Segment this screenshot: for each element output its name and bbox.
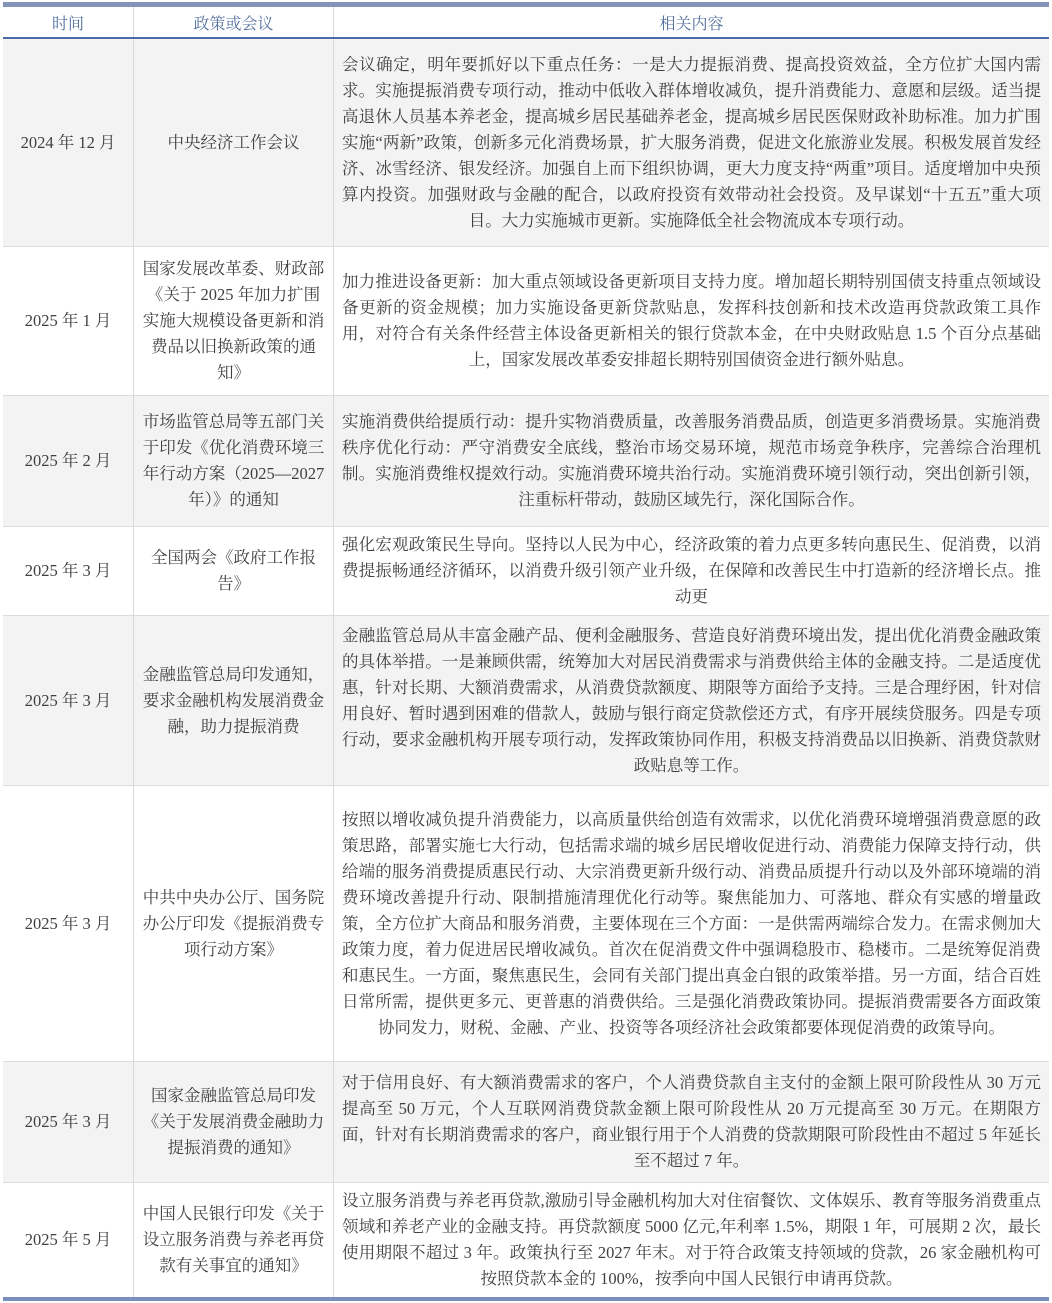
content-value: 实施消费供给提质行动：提升实物消费质量，改善服务消费品质，创造更多消费场景。实施消费秩序优化行动：严守消费安全底线，整治市场交易环境，规范市场竞争秩序，完善综合治理机制。实施消费维权提效行动。实施消费环境共治行动。实施消费环境引领行动，突出创新引领，注重标杆带动，鼓励区域先行，深化国际合作。 xyxy=(342,412,1041,509)
time-value: 2025 年 3 月 xyxy=(24,1112,112,1131)
content-cell xyxy=(333,1062,1049,1182)
content-value: 加力推进设备更新：加大重点领域设备更新项目支持力度。增加超长期特别国债支持重点领域设备更新的资金规模；加力实施设备更新贷款贴息，发挥科技创新和技术改造再贷款政策工具作用，对符合有关条件经营主体设备更新相关的银行贷款本金，在中央财政贴息 1.5 个百分点基础上，国家发展改革委安排超长期特别国债资金进行额外贴息。 xyxy=(342,272,1041,369)
policy-value: 金融监管总局印发通知，要求金融机构发展消费金融，助力提振消费 xyxy=(142,664,325,736)
time-cell xyxy=(3,1062,133,1182)
table-row xyxy=(3,615,1049,785)
policy-value: 全国两会《政府工作报告》 xyxy=(151,548,316,593)
time-value: 2025 年 3 月 xyxy=(24,561,112,580)
policy-value: 中央经济工作会议 xyxy=(167,132,300,152)
table-row xyxy=(3,1061,1049,1182)
policy-table xyxy=(3,2,1049,1301)
policy-cell xyxy=(133,39,333,246)
time-cell xyxy=(3,247,133,395)
policy-value: 中国人民银行印发《关于设立服务消费与养老再贷款有关事宜的通知》 xyxy=(142,1204,325,1275)
header-time-label: 时间 xyxy=(51,15,84,33)
time-value: 2025 年 5 月 xyxy=(24,1230,112,1249)
table-row xyxy=(3,39,1049,246)
content-cell xyxy=(333,247,1049,395)
time-value: 2025 年 1 月 xyxy=(24,311,112,330)
time-cell xyxy=(3,39,133,246)
policy-cell xyxy=(133,786,333,1061)
content-value: 金融监管总局从丰富金融产品、便利金融服务、营造良好消费环境出发，提出优化消费金融政策的具体举措。一是兼顾供需，统筹加大对居民消费需求与消费供给主体的金融支持。二是适度优惠，针对长期、大额消费需求，从消费贷款额度、期限等方面给予支持。三是合理纾困，针对信用良好、暂时遇到困难的借款人，鼓励与银行商定贷款偿还方式，有序开展续贷服务。四是专项行动，要求金融机构开展专项行动，发挥政策协同作用，积极支持消费品以旧换新、消费贷款财政贴息等工作。 xyxy=(342,625,1041,775)
header-policy xyxy=(133,7,333,37)
time-cell xyxy=(3,1183,133,1297)
content-cell xyxy=(333,786,1049,1061)
table-row xyxy=(3,1182,1049,1297)
content-value: 对于信用良好、有大额消费需求的客户，个人消费贷款自主支付的金额上限可阶段性从 30 万元提高至 50 万元，个人互联网消费贷款金额上限可阶段性从 20 万元提高至 30 万元。在期限方面，针对有长期消费需求的客户，商业银行用于个人消费的贷款期限可阶段性由不超过 5 年延长至不超过 7 年。 xyxy=(342,1073,1041,1170)
table-row xyxy=(3,526,1049,615)
policy-value: 国家发展改革委、财政部《关于 2025 年加力扩围实施大规模设备更新和消费品以旧换新政策的通知》 xyxy=(142,259,325,382)
time-cell xyxy=(3,786,133,1061)
content-cell xyxy=(333,39,1049,246)
table-row xyxy=(3,395,1049,526)
header-content-label: 相关内容 xyxy=(659,15,724,33)
policy-cell xyxy=(133,1062,333,1182)
time-value: 2024 年 12 月 xyxy=(20,132,116,152)
time-cell xyxy=(3,396,133,526)
header-content xyxy=(333,7,1049,37)
policy-value: 市场监管总局等五部门关于印发《优化消费环境三年行动方案（2025—2027 年）》的通知 xyxy=(142,412,325,509)
time-cell xyxy=(3,527,133,615)
time-value: 2025 年 3 月 xyxy=(24,913,112,933)
content-value: 会议确定，明年要抓好以下重点任务：一是大力提振消费、提高投资效益，全方位扩大国内需求。实施提振消费专项行动，推动中低收入群体增收减负，提升消费能力、意愿和层级。适当提高退休人员基本养老金，提高城乡居民基础养老金，提高城乡居民医保财政补助标准。加力扩围实施“两新”政策，创新多元化消费场景，扩大服务消费，促进文化旅游业发展。积极发展首发经济、冰雪经济、银发经济。加强自上而下组织协调，更大力度支持“两重”项目。适度增加中央预算内投资。加强财政与金融的配合，以政府投资有效带动社会投资。及早谋划“十五五”重大项目。大力实施城市更新。实施降低全社会物流成本专项行动。 xyxy=(342,54,1041,230)
policy-cell xyxy=(133,527,333,615)
content-cell xyxy=(333,616,1049,785)
policy-cell xyxy=(133,247,333,395)
header-time xyxy=(3,7,133,37)
content-cell xyxy=(333,396,1049,526)
table-row xyxy=(3,785,1049,1061)
content-cell xyxy=(333,527,1049,615)
table-body xyxy=(3,39,1049,1297)
time-value: 2025 年 3 月 xyxy=(24,690,112,710)
policy-cell xyxy=(133,1183,333,1297)
table-header xyxy=(3,7,1049,39)
content-value: 按照以增收减负提升消费能力，以高质量供给创造有效需求，以优化消费环境增强消费意愿的政策思路，部署实施七大行动，包括需求端的城乡居民增收促进行动、消费能力保障支持行动，供给端的服务消费提质惠民行动、大宗消费更新升级行动、消费品质提升行动以及外部环境端的消费环境改善提升行动、限制措施清理优化行动等。聚焦能加力、可落地、群众有实感的增量政策，全方位扩大商品和服务消费，主要体现在三个方面：一是供需两端综合发力。在需求侧加大政策力度，着力促进居民增收减负。首次在促消费文件中强调稳股市、稳楼市。二是统筹促消费和惠民生。一方面，聚焦惠民生，会同有关部门提出真金白银的政策举措。另一方面，结合百姓日常所需，提供更多元、更普惠的消费供给。三是强化消费政策协同。提振消费需要各方面政策协同发力，财税、金融、产业、投资等各项经济社会政策都要体现促消费的政策导向。 xyxy=(342,809,1041,1037)
policy-cell xyxy=(133,396,333,526)
content-value: 强化宏观政策民生导向。坚持以人民为中心，经济政策的着力点更多转向惠民生、促消费，以消费提振畅通经济循环，以消费升级引领产业升级，在保障和改善民生中打造新的经济增长点。推动更 xyxy=(342,535,1041,606)
time-value: 2025 年 2 月 xyxy=(24,451,112,470)
policy-value: 国家金融监管总局印发《关于发展消费金融助力提振消费的通知》 xyxy=(142,1086,325,1157)
content-value: 设立服务消费与养老再贷款,激励引导金融机构加大对住宿餐饮、文体娱乐、教育等服务消费重点领域和养老产业的金融支持。再贷款额度 5000 亿元,年利率 1.5%，期限 1 年，可展期 2 次，最长使用期限不超过 3 年。政策执行至 2027 年末。对于符合政策支持领域的贷款，26 家金融机构可按照贷款本金的 100%，按季向中国人民银行申请再贷款。 xyxy=(342,1191,1041,1288)
table-row xyxy=(3,246,1049,395)
header-policy-label: 政策或会议 xyxy=(193,15,274,33)
policy-value: 中共中央办公厅、国务院办公厅印发《提振消费专项行动方案》 xyxy=(142,887,325,959)
time-cell xyxy=(3,616,133,785)
content-cell xyxy=(333,1183,1049,1297)
policy-cell xyxy=(133,616,333,785)
